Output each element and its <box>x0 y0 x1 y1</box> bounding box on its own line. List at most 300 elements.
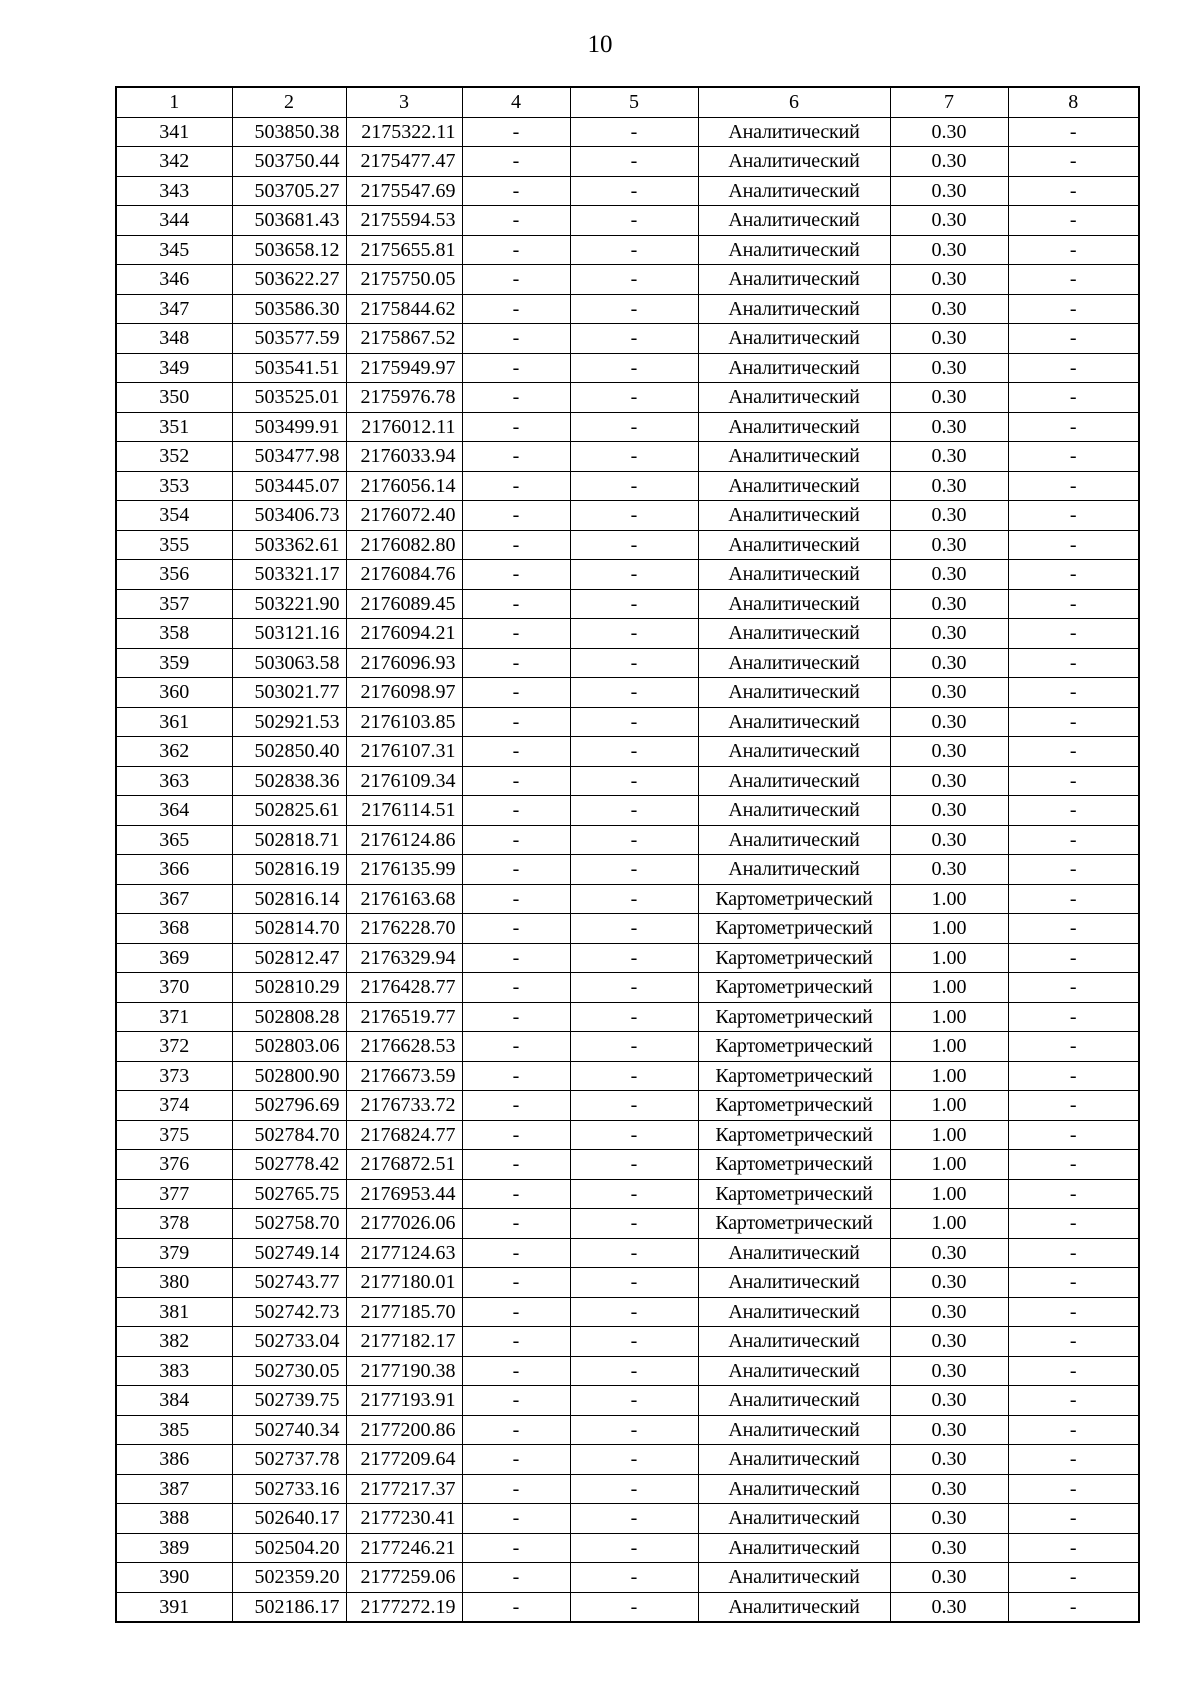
y-coordinate-cell: 2176872.51 <box>346 1150 462 1180</box>
point-number-cell: 362 <box>116 737 232 767</box>
x-coordinate-cell: 502800.90 <box>232 1061 346 1091</box>
x-coordinate-cell: 503750.44 <box>232 147 346 177</box>
method-cell: Картометрический <box>698 1150 890 1180</box>
x-coordinate-cell: 503586.30 <box>232 294 346 324</box>
col5-cell: - <box>570 648 698 678</box>
x-coordinate-cell: 502743.77 <box>232 1268 346 1298</box>
accuracy-cell: 0.30 <box>890 1268 1008 1298</box>
y-coordinate-cell: 2177193.91 <box>346 1386 462 1416</box>
accuracy-cell: 0.30 <box>890 648 1008 678</box>
method-cell: Картометрический <box>698 914 890 944</box>
accuracy-cell: 0.30 <box>890 1504 1008 1534</box>
x-coordinate-cell: 502749.14 <box>232 1238 346 1268</box>
col8-cell: - <box>1008 1474 1139 1504</box>
point-number-cell: 355 <box>116 530 232 560</box>
method-cell: Аналитический <box>698 678 890 708</box>
col5-cell: - <box>570 501 698 531</box>
y-coordinate-cell: 2177230.41 <box>346 1504 462 1534</box>
y-coordinate-cell: 2176098.97 <box>346 678 462 708</box>
method-cell: Аналитический <box>698 117 890 147</box>
col4-cell: - <box>462 147 570 177</box>
point-number-cell: 386 <box>116 1445 232 1475</box>
point-number-cell: 351 <box>116 412 232 442</box>
col5-cell: - <box>570 560 698 590</box>
method-cell: Аналитический <box>698 501 890 531</box>
col8-cell: - <box>1008 530 1139 560</box>
table-row <box>116 1032 1139 1062</box>
table-row <box>116 530 1139 560</box>
col8-cell: - <box>1008 560 1139 590</box>
accuracy-cell: 0.30 <box>890 324 1008 354</box>
col8-cell: - <box>1008 353 1139 383</box>
method-cell: Аналитический <box>698 1268 890 1298</box>
x-coordinate-cell: 503063.58 <box>232 648 346 678</box>
method-cell: Аналитический <box>698 1386 890 1416</box>
method-cell: Картометрический <box>698 1209 890 1239</box>
point-number-cell: 373 <box>116 1061 232 1091</box>
x-coordinate-cell: 502730.05 <box>232 1356 346 1386</box>
y-coordinate-cell: 2176135.99 <box>346 855 462 885</box>
method-cell: Аналитический <box>698 707 890 737</box>
accuracy-cell: 0.30 <box>890 1445 1008 1475</box>
method-cell: Аналитический <box>698 855 890 885</box>
table-row <box>116 1563 1139 1593</box>
accuracy-cell: 1.00 <box>890 973 1008 1003</box>
col5-cell: - <box>570 1091 698 1121</box>
accuracy-cell: 1.00 <box>890 943 1008 973</box>
col4-cell: - <box>462 1002 570 1032</box>
x-coordinate-cell: 503577.59 <box>232 324 346 354</box>
col5-cell: - <box>570 796 698 826</box>
x-coordinate-cell: 502186.17 <box>232 1592 346 1622</box>
col4-cell: - <box>462 117 570 147</box>
method-cell: Картометрический <box>698 943 890 973</box>
accuracy-cell: 0.30 <box>890 825 1008 855</box>
method-cell: Аналитический <box>698 1592 890 1622</box>
accuracy-cell: 0.30 <box>890 1297 1008 1327</box>
point-number-cell: 356 <box>116 560 232 590</box>
col8-cell: - <box>1008 117 1139 147</box>
method-cell: Картометрический <box>698 1120 890 1150</box>
col8-cell: - <box>1008 884 1139 914</box>
method-cell: Картометрический <box>698 1091 890 1121</box>
col5-cell: - <box>570 1150 698 1180</box>
accuracy-cell: 0.30 <box>890 678 1008 708</box>
accuracy-cell: 0.30 <box>890 501 1008 531</box>
method-cell: Аналитический <box>698 147 890 177</box>
table-row <box>116 176 1139 206</box>
column-header: 2 <box>232 87 346 117</box>
col4-cell: - <box>462 383 570 413</box>
table-row <box>116 560 1139 590</box>
col8-cell: - <box>1008 619 1139 649</box>
y-coordinate-cell: 2176824.77 <box>346 1120 462 1150</box>
point-number-cell: 344 <box>116 206 232 236</box>
col5-cell: - <box>570 294 698 324</box>
col8-cell: - <box>1008 825 1139 855</box>
x-coordinate-cell: 502758.70 <box>232 1209 346 1239</box>
col8-cell: - <box>1008 1032 1139 1062</box>
table-row <box>116 1238 1139 1268</box>
table-row <box>116 442 1139 472</box>
accuracy-cell: 0.30 <box>890 265 1008 295</box>
point-number-cell: 349 <box>116 353 232 383</box>
col4-cell: - <box>462 619 570 649</box>
y-coordinate-cell: 2176033.94 <box>346 442 462 472</box>
point-number-cell: 348 <box>116 324 232 354</box>
point-number-cell: 384 <box>116 1386 232 1416</box>
point-number-cell: 379 <box>116 1238 232 1268</box>
x-coordinate-cell: 503477.98 <box>232 442 346 472</box>
table-row <box>116 1592 1139 1622</box>
col4-cell: - <box>462 1445 570 1475</box>
point-number-cell: 376 <box>116 1150 232 1180</box>
col4-cell: - <box>462 678 570 708</box>
y-coordinate-cell: 2177217.37 <box>346 1474 462 1504</box>
col8-cell: - <box>1008 914 1139 944</box>
column-header: 8 <box>1008 87 1139 117</box>
x-coordinate-cell: 502504.20 <box>232 1533 346 1563</box>
point-number-cell: 358 <box>116 619 232 649</box>
col8-cell: - <box>1008 1091 1139 1121</box>
col8-cell: - <box>1008 1268 1139 1298</box>
table-row <box>116 796 1139 826</box>
table-row <box>116 265 1139 295</box>
accuracy-cell: 0.30 <box>890 1327 1008 1357</box>
x-coordinate-cell: 502838.36 <box>232 766 346 796</box>
x-coordinate-cell: 502784.70 <box>232 1120 346 1150</box>
col5-cell: - <box>570 117 698 147</box>
point-number-cell: 382 <box>116 1327 232 1357</box>
col8-cell: - <box>1008 1002 1139 1032</box>
accuracy-cell: 1.00 <box>890 1179 1008 1209</box>
method-cell: Аналитический <box>698 235 890 265</box>
col4-cell: - <box>462 1297 570 1327</box>
col5-cell: - <box>570 324 698 354</box>
col4-cell: - <box>462 707 570 737</box>
point-number-cell: 342 <box>116 147 232 177</box>
method-cell: Аналитический <box>698 206 890 236</box>
y-coordinate-cell: 2175547.69 <box>346 176 462 206</box>
method-cell: Картометрический <box>698 1032 890 1062</box>
col4-cell: - <box>462 766 570 796</box>
col5-cell: - <box>570 943 698 973</box>
col8-cell: - <box>1008 1179 1139 1209</box>
method-cell: Аналитический <box>698 825 890 855</box>
col5-cell: - <box>570 1474 698 1504</box>
y-coordinate-cell: 2177272.19 <box>346 1592 462 1622</box>
col8-cell: - <box>1008 1533 1139 1563</box>
y-coordinate-cell: 2175949.97 <box>346 353 462 383</box>
table-header-row <box>116 87 1139 117</box>
method-cell: Аналитический <box>698 648 890 678</box>
point-number-cell: 367 <box>116 884 232 914</box>
accuracy-cell: 1.00 <box>890 1032 1008 1062</box>
table-row <box>116 1386 1139 1416</box>
x-coordinate-cell: 503121.16 <box>232 619 346 649</box>
col8-cell: - <box>1008 1356 1139 1386</box>
x-coordinate-cell: 503021.77 <box>232 678 346 708</box>
y-coordinate-cell: 2177259.06 <box>346 1563 462 1593</box>
col5-cell: - <box>570 383 698 413</box>
point-number-cell: 353 <box>116 471 232 501</box>
col5-cell: - <box>570 265 698 295</box>
col5-cell: - <box>570 206 698 236</box>
col5-cell: - <box>570 973 698 1003</box>
method-cell: Аналитический <box>698 619 890 649</box>
x-coordinate-cell: 503541.51 <box>232 353 346 383</box>
col8-cell: - <box>1008 206 1139 236</box>
accuracy-cell: 0.30 <box>890 1238 1008 1268</box>
accuracy-cell: 0.30 <box>890 353 1008 383</box>
x-coordinate-cell: 502810.29 <box>232 973 346 1003</box>
accuracy-cell: 0.30 <box>890 560 1008 590</box>
point-number-cell: 345 <box>116 235 232 265</box>
point-number-cell: 371 <box>116 1002 232 1032</box>
x-coordinate-cell: 502818.71 <box>232 825 346 855</box>
col4-cell: - <box>462 353 570 383</box>
accuracy-cell: 0.30 <box>890 707 1008 737</box>
y-coordinate-cell: 2176056.14 <box>346 471 462 501</box>
y-coordinate-cell: 2176329.94 <box>346 943 462 973</box>
col4-cell: - <box>462 1268 570 1298</box>
col8-cell: - <box>1008 648 1139 678</box>
point-number-cell: 374 <box>116 1091 232 1121</box>
table-row <box>116 147 1139 177</box>
col8-cell: - <box>1008 1563 1139 1593</box>
accuracy-cell: 0.30 <box>890 855 1008 885</box>
column-header: 5 <box>570 87 698 117</box>
table-row <box>116 412 1139 442</box>
col5-cell: - <box>570 1386 698 1416</box>
col4-cell: - <box>462 1061 570 1091</box>
accuracy-cell: 0.30 <box>890 1386 1008 1416</box>
point-number-cell: 377 <box>116 1179 232 1209</box>
col8-cell: - <box>1008 855 1139 885</box>
y-coordinate-cell: 2176103.85 <box>346 707 462 737</box>
x-coordinate-cell: 503362.61 <box>232 530 346 560</box>
col4-cell: - <box>462 1091 570 1121</box>
method-cell: Аналитический <box>698 1563 890 1593</box>
method-cell: Аналитический <box>698 1297 890 1327</box>
col4-cell: - <box>462 1209 570 1239</box>
col4-cell: - <box>462 294 570 324</box>
x-coordinate-cell: 502816.14 <box>232 884 346 914</box>
point-number-cell: 372 <box>116 1032 232 1062</box>
table-row <box>116 855 1139 885</box>
x-coordinate-cell: 502765.75 <box>232 1179 346 1209</box>
table-row <box>116 648 1139 678</box>
column-header: 3 <box>346 87 462 117</box>
x-coordinate-cell: 503525.01 <box>232 383 346 413</box>
x-coordinate-cell: 502733.16 <box>232 1474 346 1504</box>
table-row <box>116 973 1139 1003</box>
x-coordinate-cell: 502640.17 <box>232 1504 346 1534</box>
table-row <box>116 1504 1139 1534</box>
col8-cell: - <box>1008 442 1139 472</box>
x-coordinate-cell: 502733.04 <box>232 1327 346 1357</box>
col8-cell: - <box>1008 1120 1139 1150</box>
method-cell: Аналитический <box>698 1504 890 1534</box>
table-row <box>116 1150 1139 1180</box>
table-row <box>116 1533 1139 1563</box>
col4-cell: - <box>462 973 570 1003</box>
method-cell: Картометрический <box>698 973 890 1003</box>
table-row <box>116 501 1139 531</box>
col4-cell: - <box>462 1474 570 1504</box>
col4-cell: - <box>462 737 570 767</box>
col8-cell: - <box>1008 1150 1139 1180</box>
col5-cell: - <box>570 176 698 206</box>
col5-cell: - <box>570 766 698 796</box>
table-row <box>116 1356 1139 1386</box>
accuracy-cell: 0.30 <box>890 176 1008 206</box>
x-coordinate-cell: 503705.27 <box>232 176 346 206</box>
point-number-cell: 363 <box>116 766 232 796</box>
y-coordinate-cell: 2176107.31 <box>346 737 462 767</box>
y-coordinate-cell: 2177209.64 <box>346 1445 462 1475</box>
col8-cell: - <box>1008 589 1139 619</box>
table-row <box>116 766 1139 796</box>
col8-cell: - <box>1008 471 1139 501</box>
accuracy-cell: 1.00 <box>890 884 1008 914</box>
col4-cell: - <box>462 1415 570 1445</box>
point-number-cell: 364 <box>116 796 232 826</box>
col5-cell: - <box>570 737 698 767</box>
col4-cell: - <box>462 1533 570 1563</box>
point-number-cell: 359 <box>116 648 232 678</box>
table-row <box>116 1474 1139 1504</box>
point-number-cell: 385 <box>116 1415 232 1445</box>
col8-cell: - <box>1008 176 1139 206</box>
col8-cell: - <box>1008 1386 1139 1416</box>
col5-cell: - <box>570 1179 698 1209</box>
col5-cell: - <box>570 1238 698 1268</box>
method-cell: Аналитический <box>698 1445 890 1475</box>
method-cell: Картометрический <box>698 1002 890 1032</box>
x-coordinate-cell: 503499.91 <box>232 412 346 442</box>
y-coordinate-cell: 2176519.77 <box>346 1002 462 1032</box>
method-cell: Картометрический <box>698 884 890 914</box>
table-row <box>116 117 1139 147</box>
col8-cell: - <box>1008 678 1139 708</box>
col8-cell: - <box>1008 707 1139 737</box>
method-cell: Аналитический <box>698 1415 890 1445</box>
accuracy-cell: 0.30 <box>890 766 1008 796</box>
col5-cell: - <box>570 589 698 619</box>
col4-cell: - <box>462 1592 570 1622</box>
x-coordinate-cell: 502796.69 <box>232 1091 346 1121</box>
y-coordinate-cell: 2177182.17 <box>346 1327 462 1357</box>
col4-cell: - <box>462 1150 570 1180</box>
accuracy-cell: 1.00 <box>890 1120 1008 1150</box>
x-coordinate-cell: 503321.17 <box>232 560 346 590</box>
col4-cell: - <box>462 412 570 442</box>
col4-cell: - <box>462 1563 570 1593</box>
point-number-cell: 361 <box>116 707 232 737</box>
col5-cell: - <box>570 442 698 472</box>
y-coordinate-cell: 2176012.11 <box>346 412 462 442</box>
table-row <box>116 1061 1139 1091</box>
x-coordinate-cell: 502737.78 <box>232 1445 346 1475</box>
point-number-cell: 388 <box>116 1504 232 1534</box>
column-header: 1 <box>116 87 232 117</box>
col5-cell: - <box>570 1209 698 1239</box>
method-cell: Аналитический <box>698 560 890 590</box>
table-row <box>116 1297 1139 1327</box>
y-coordinate-cell: 2175750.05 <box>346 265 462 295</box>
accuracy-cell: 0.30 <box>890 737 1008 767</box>
col4-cell: - <box>462 235 570 265</box>
y-coordinate-cell: 2175322.11 <box>346 117 462 147</box>
col8-cell: - <box>1008 1592 1139 1622</box>
table-row <box>116 589 1139 619</box>
col8-cell: - <box>1008 943 1139 973</box>
col4-cell: - <box>462 442 570 472</box>
col4-cell: - <box>462 589 570 619</box>
col8-cell: - <box>1008 147 1139 177</box>
col5-cell: - <box>570 235 698 265</box>
col5-cell: - <box>570 1533 698 1563</box>
point-number-cell: 357 <box>116 589 232 619</box>
y-coordinate-cell: 2177026.06 <box>346 1209 462 1239</box>
table-row <box>116 737 1139 767</box>
col4-cell: - <box>462 1238 570 1268</box>
y-coordinate-cell: 2176733.72 <box>346 1091 462 1121</box>
table-row <box>116 943 1139 973</box>
accuracy-cell: 0.30 <box>890 1592 1008 1622</box>
col8-cell: - <box>1008 1209 1139 1239</box>
col8-cell: - <box>1008 1238 1139 1268</box>
point-number-cell: 341 <box>116 117 232 147</box>
table-row <box>116 1002 1139 1032</box>
method-cell: Аналитический <box>698 324 890 354</box>
y-coordinate-cell: 2177190.38 <box>346 1356 462 1386</box>
col8-cell: - <box>1008 973 1139 1003</box>
table-row <box>116 1327 1139 1357</box>
method-cell: Аналитический <box>698 796 890 826</box>
y-coordinate-cell: 2175976.78 <box>346 383 462 413</box>
method-cell: Картометрический <box>698 1179 890 1209</box>
x-coordinate-cell: 502812.47 <box>232 943 346 973</box>
method-cell: Аналитический <box>698 353 890 383</box>
table-row <box>116 1268 1139 1298</box>
x-coordinate-cell: 502816.19 <box>232 855 346 885</box>
table-row <box>116 294 1139 324</box>
col4-cell: - <box>462 265 570 295</box>
table-row <box>116 884 1139 914</box>
x-coordinate-cell: 502814.70 <box>232 914 346 944</box>
table-row <box>116 383 1139 413</box>
method-cell: Аналитический <box>698 265 890 295</box>
col5-cell: - <box>570 707 698 737</box>
col4-cell: - <box>462 914 570 944</box>
col4-cell: - <box>462 501 570 531</box>
col4-cell: - <box>462 324 570 354</box>
x-coordinate-cell: 502850.40 <box>232 737 346 767</box>
y-coordinate-cell: 2176094.21 <box>346 619 462 649</box>
col8-cell: - <box>1008 1504 1139 1534</box>
col5-cell: - <box>570 1356 698 1386</box>
col8-cell: - <box>1008 1061 1139 1091</box>
col5-cell: - <box>570 825 698 855</box>
col4-cell: - <box>462 796 570 826</box>
col8-cell: - <box>1008 383 1139 413</box>
point-number-cell: 365 <box>116 825 232 855</box>
accuracy-cell: 0.30 <box>890 589 1008 619</box>
y-coordinate-cell: 2176096.93 <box>346 648 462 678</box>
point-number-cell: 368 <box>116 914 232 944</box>
